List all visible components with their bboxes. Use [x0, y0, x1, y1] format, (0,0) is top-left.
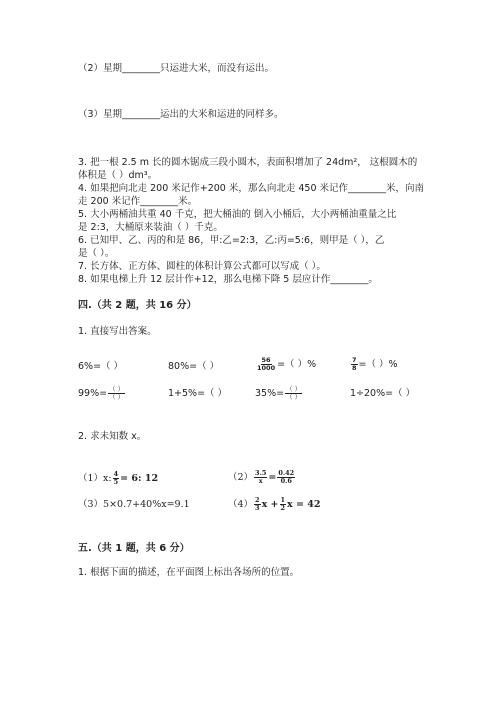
calc-1-plus-5-percent: 1+5%=（ ） [168, 388, 228, 399]
item-5-line-2: 是 2:3，大桶原来装油（ ）千克。 [78, 222, 223, 233]
item-7-text: 7. 长方体、正方体、圆柱的体积计算公式都可以写成（ ）。 [78, 261, 326, 272]
item-6-line-2: 是（ ）。 [78, 248, 115, 259]
calc-80-percent: 80%=（ ） [168, 361, 220, 372]
calc-7-over-8: $\frac{7}{8}$ =（ ）% [352, 356, 398, 372]
item-3-line-1: 3. 把一根 2.5 m 长的圆木锯成三段小圆木，表面积增加了 24dm²， 这根圆木的 [78, 157, 418, 168]
item-4-line-2: 走 200 米记作________米。 [78, 196, 198, 207]
section-5-heading: 五.（共 1 题，共 6 分） [78, 543, 190, 554]
equation-4: （4） $\frac{2}{3}$ x + $\frac{1}{2}$ x = 42 [228, 496, 321, 512]
calc-35-percent: 35%= $\frac{( )}{( )}$ [255, 385, 302, 401]
section-5-question-1: 1. 根据下面的描述，在平面图上标出各场所的位置。 [78, 567, 300, 578]
item-6-line-1: 6. 已知甲、乙、丙的和是 86，甲:乙=2:3，乙:丙=5:6，则甲是（ ），乙 [78, 235, 385, 246]
item-8-text: 8. 如果电梯上升 12 层计作+12，那么电梯下降 5 层应计作________。 [78, 274, 378, 285]
calc-99-percent: 99%= $\frac{( )}{( )}$ [78, 385, 125, 401]
equation-3: （3）5×0.7+40%x=9.1 [78, 499, 190, 510]
calc-1-div-20-percent: 1÷20%=（ ） [350, 388, 416, 399]
calc-6-percent: 6%=（ ） [78, 361, 124, 372]
section-4-heading: 四.（共 2 题，共 16 分） [78, 300, 197, 311]
calc-56-over-1000: $\frac{56}{1000}$ =（ ）% [257, 356, 317, 372]
question-3-text: （3）星期________运出的大米和运进的同样多。 [78, 109, 284, 120]
equation-1: （1）x: $\frac{4}{5}$ = 6: 12 [78, 470, 159, 486]
question-2-text: （2）星期________只运进大米，而没有运出。 [78, 63, 275, 74]
section-4-question-1: 1. 直接写出答案。 [78, 326, 157, 337]
item-4-line-1: 4. 如果把向北走 200 米记作+200 米，那么向北走 450 米记作________米，向南 [78, 183, 425, 194]
item-3-line-2: 体积是（ ）dm³。 [78, 170, 158, 181]
item-5-line-1: 5. 大小两桶油共重 40 千克，把大桶油的 倒入小桶后，大小两桶油重量之比 [78, 209, 397, 220]
section-4-question-2: 2. 求未知数 x。 [78, 431, 147, 442]
equation-2: （2） $\frac{3.5}{x}$ = $\frac{0.42}{0.6}$ [228, 469, 295, 485]
